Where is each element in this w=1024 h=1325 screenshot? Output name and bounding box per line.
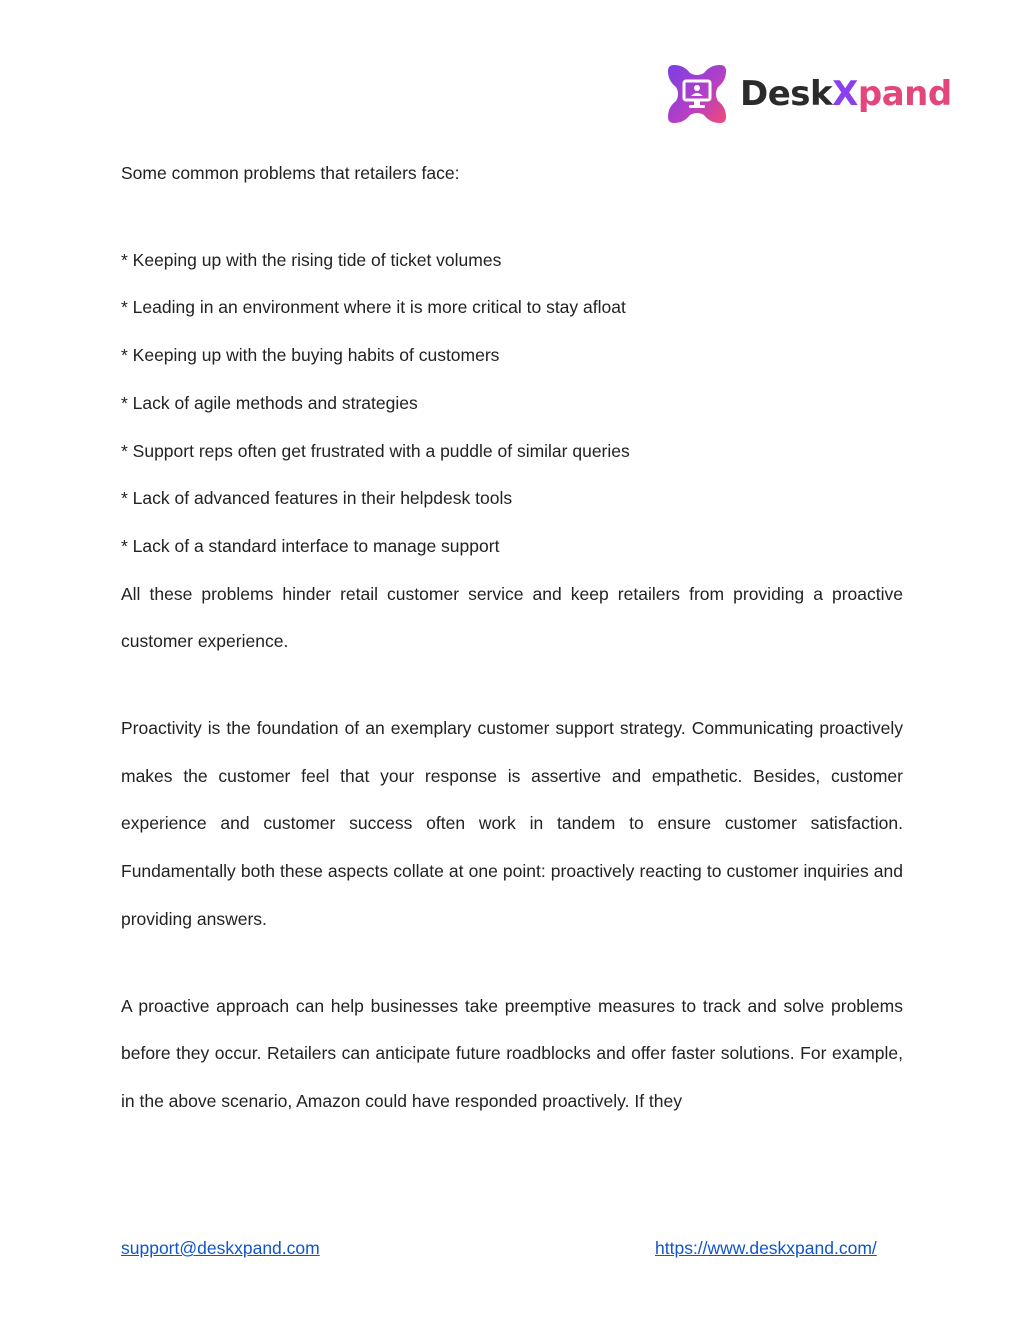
bullet-item: * Leading in an environment where it is more critical to stay afloat [121, 297, 626, 318]
brand-name-x: X [832, 74, 858, 114]
blank-line [121, 666, 903, 705]
support-email-link[interactable]: support@deskxpand.com [121, 1238, 320, 1258]
brand-name-desk: Desk [740, 74, 833, 114]
brand-name [740, 74, 952, 114]
bullet-item: * Support reps often get frustrated with a puddle of similar queries [121, 440, 630, 461]
bullet-item: * Lack of a standard interface to manage support [121, 535, 500, 556]
brand-logo [664, 60, 952, 128]
website-link[interactable]: https://www.deskxpand.com/ [655, 1238, 877, 1258]
paragraph: A proactive approach can help businesses take preemptive measures to track and solve problems before they occur. Retailers can anticipate future roadblocks and offer faster solutions. For example, in the above scenario, Amazon could have responded proactively. If they [121, 995, 903, 1111]
document-body [121, 150, 903, 1126]
bullet-item: * Lack of advanced features in their helpdesk tools [121, 488, 513, 509]
intro-text: Some common problems that retailers face: [121, 163, 460, 183]
blank-line [121, 944, 903, 983]
bullet-item: * Lack of agile methods and strategies [121, 392, 418, 413]
paragraph: All these problems hinder retail customer service and keep retailers from providing a proactive customer experience. [121, 583, 903, 652]
brand-name-pand: pand [857, 74, 952, 114]
paragraph: Proactivity is the foundation of an exemplary customer support strategy. Communicating proactively makes the customer feel that your response is assertive and empathetic. Besides, customer experience and customer success often work in tandem to ensure customer satisfaction. Fundamentally both these aspects collate at one point: proactively reacting to customer inquiries and providing answers. [121, 718, 903, 929]
bullet-item: * Keeping up with the buying habits of customers [121, 345, 500, 366]
bullet-item: * Keeping up with the rising tide of ticket volumes [121, 249, 502, 270]
monitor-icon [664, 61, 730, 127]
blank-line [121, 198, 903, 237]
